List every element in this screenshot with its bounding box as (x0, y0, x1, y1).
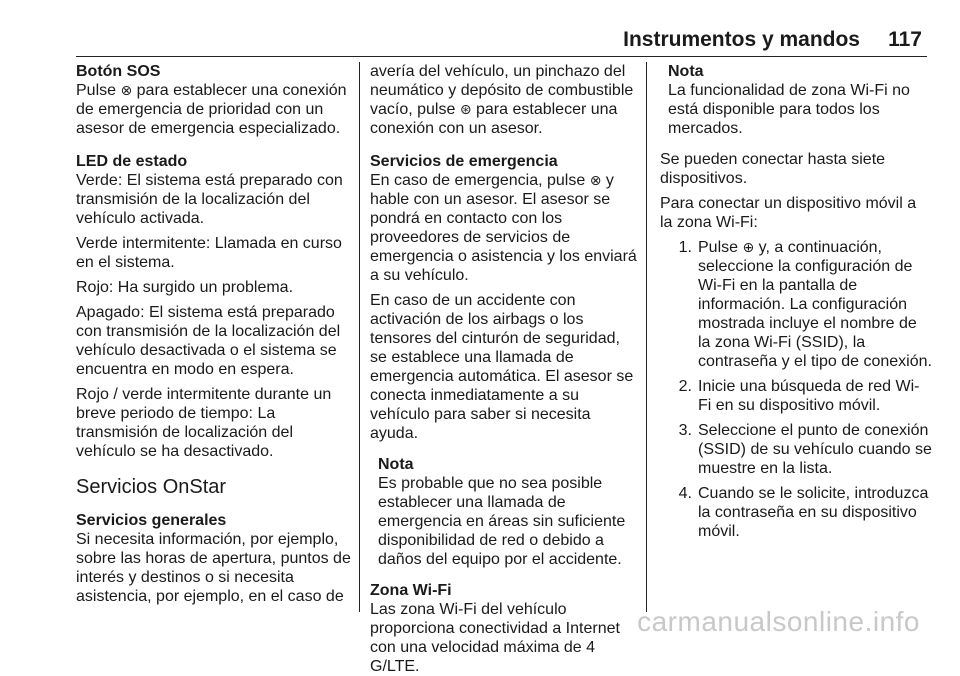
general-services-text: Si necesita información, por ejemplo, sobre las horas de apertura, puntos de interés y destinos o si necesita asistencia, por ejemplo, en el caso de (76, 531, 351, 605)
note-text: La funcionalidad de zona Wi-Fi no está disponible para todos los mercados. (668, 82, 910, 137)
led-redgreen-text: Rojo / verde intermitente durante un breve periodo de tiempo: La transmisión de localización del vehículo se ha desactivado. (76, 386, 332, 460)
emergency-text-post: y hable con un asesor. El asesor se pondrá en contacto con los proveedores de servicios de emergencia o asistencia y los enviará a su vehículo. (370, 172, 637, 284)
connect-intro-text: Para conectar un dispositivo móvil a la zona Wi-Fi: (660, 195, 917, 231)
note-block (370, 455, 638, 569)
continued-paragraph (370, 62, 638, 138)
column-divider-1 (359, 62, 360, 612)
status-led-heading: LED de estado (76, 153, 188, 170)
continued-text-pre: avería del vehículo, un pinchazo del neumático y depósito de combustible vacío, pulse (370, 63, 634, 118)
accident-paragraph: En caso de un accidente con activación de los airbags o los tensores del cinturón de seguridad, se establece una llamada de emergencia automática. El asesor se conecta inmediatamente a su vehículo para saber si necesita ayuda. (370, 292, 634, 442)
step-number: 2. (678, 378, 692, 395)
note-heading: Nota (378, 456, 414, 473)
wifi-hotspot-heading: Zona Wi-Fi (370, 582, 452, 599)
sos-text-pre: Pulse (76, 82, 121, 99)
column-2 (370, 62, 638, 676)
step-text-post: y, a continuación, seleccione la configuración de Wi-Fi en la pantalla de información. La configuración mostrada incluye el nombre de la zona Wi-Fi (SSID), la contraseña y el tipo de conexión. (698, 239, 932, 370)
led-red-text: Rojo: Ha surgido un problema. (76, 279, 294, 296)
note-heading: Nota (668, 63, 704, 80)
onstar-button-icon: ⊛ (459, 101, 472, 117)
note-text: Es probable que no sea posible establecer una llamada de emergencia en áreas sin suficiente disponibilidad de red o debido a daños del equipo por el accidente. (378, 475, 626, 568)
general-services-heading: Servicios generales (76, 512, 227, 529)
note-block (660, 62, 932, 138)
step-text: Cuando se le solicite, introduzca la contraseña en su dispositivo móvil. (698, 485, 929, 540)
wifi-hotspot-text: Las zona Wi-Fi del vehículo proporciona conectividad a Internet con una velocidad máxima de 4 G/LTE. (370, 601, 620, 675)
page-number: 117 (888, 28, 922, 51)
list-item (660, 484, 932, 541)
connect-steps-list (660, 238, 932, 541)
home-button-icon: ⊕ (742, 239, 755, 255)
step-text-pre: Pulse (698, 239, 743, 256)
step-number: 1. (678, 239, 692, 256)
emergency-paragraph (370, 171, 638, 285)
sos-paragraph (76, 81, 352, 138)
column-3 (660, 62, 932, 541)
running-title: Instrumentos y mandos (623, 28, 860, 51)
seven-devices-text: Se pueden conectar hasta siete dispositivos. (660, 151, 886, 187)
sos-button-icon: ⊗ (120, 82, 133, 98)
list-item (660, 238, 932, 371)
page-header (0, 28, 960, 56)
sos-button-icon: ⊗ (589, 172, 602, 188)
emergency-services-heading: Servicios de emergencia (370, 153, 558, 170)
step-text: Seleccione el punto de conexión (SSID) de su vehículo cuando se muestre en la lista. (698, 422, 932, 477)
emergency-text-pre: En caso de emergencia, pulse (370, 172, 590, 189)
step-number: 3. (678, 422, 692, 439)
watermark-text: carmanualsonline.info (637, 606, 920, 637)
sos-button-heading: Botón SOS (76, 63, 161, 80)
column-1 (76, 62, 352, 606)
led-off-text: Apagado: El sistema está preparado con transmisión de la localización del vehículo desactivada o el sistema se encuentra en modo en espera. (76, 304, 341, 378)
sos-text-post: para establecer una conexión de emergencia de prioridad con un asesor de emergencia especializado. (76, 82, 347, 137)
column-divider-2 (646, 62, 647, 612)
led-green-text: Verde: El sistema está preparado con transmisión de la localización del vehículo activada. (76, 172, 343, 227)
step-text: Inicie una búsqueda de red Wi-Fi en su dispositivo móvil. (698, 378, 920, 414)
step-number: 4. (678, 485, 692, 502)
header-rule (76, 56, 927, 57)
list-item (660, 377, 932, 415)
list-item (660, 421, 932, 478)
onstar-services-heading: Servicios OnStar (76, 476, 227, 498)
continued-text-post: para establecer una conexión con un asesor. (370, 101, 618, 137)
led-blink-text: Verde intermitente: Llamada en curso en el sistema. (76, 235, 342, 271)
step-text (698, 238, 932, 371)
